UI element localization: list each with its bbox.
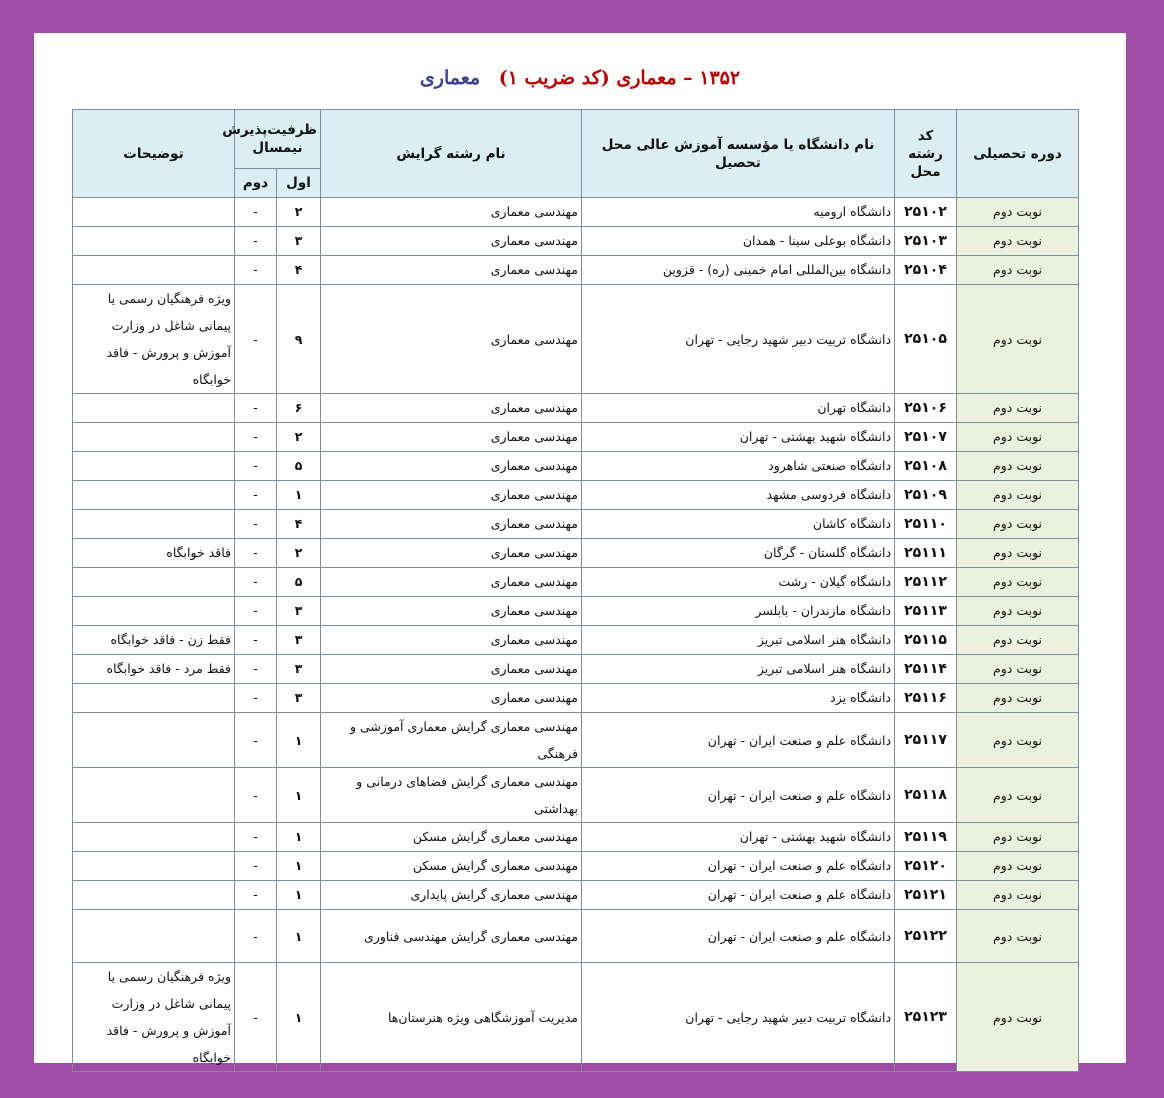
period-cell: نوبت دوم [957, 198, 1079, 227]
table-row [73, 823, 1079, 852]
capacity-second-cell: - [235, 452, 277, 481]
period-cell: نوبت دوم [957, 852, 1079, 881]
institution-cell: دانشگاه تهران [582, 394, 895, 423]
notes-cell [73, 597, 235, 626]
field-cell: مهندسی معماری [321, 227, 582, 256]
period-cell: نوبت دوم [957, 655, 1079, 684]
header-notes: توضیحات [73, 110, 235, 198]
field-cell: مهندسی معماری گرایش فضاهای درمانی و بهداشتی [321, 768, 582, 823]
table-row [73, 256, 1079, 285]
capacity-first-cell: ۴ [277, 510, 321, 539]
table-row [73, 539, 1079, 568]
institution-cell: دانشگاه گیلان - رشت [582, 568, 895, 597]
institution-cell: دانشگاه شهید بهشتی - تهران [582, 423, 895, 452]
notes-cell [73, 852, 235, 881]
code-cell: ۲۵۱۱۸ [895, 768, 957, 823]
field-cell: مهندسی معماری [321, 394, 582, 423]
capacity-first-cell: ۱ [277, 713, 321, 768]
capacity-first-cell: ۳ [277, 597, 321, 626]
field-cell: مهندسی معماری [321, 285, 582, 394]
notes-cell [73, 198, 235, 227]
capacity-first-cell: ۳ [277, 626, 321, 655]
institution-cell: دانشگاه علم و صنعت ایران - تهران [582, 713, 895, 768]
period-cell: نوبت دوم [957, 881, 1079, 910]
field-cell: مهندسی معماری گرایش مهندسی فناوری [321, 910, 582, 963]
capacity-second-cell: - [235, 963, 277, 1072]
notes-cell [73, 227, 235, 256]
period-cell: نوبت دوم [957, 963, 1079, 1072]
capacity-second-cell: - [235, 626, 277, 655]
capacity-second-cell: - [235, 227, 277, 256]
period-cell: نوبت دوم [957, 256, 1079, 285]
capacity-first-cell: ۴ [277, 256, 321, 285]
header-first: اول [277, 169, 321, 198]
institution-cell: دانشگاه علم و صنعت ایران - تهران [582, 881, 895, 910]
table-row [73, 423, 1079, 452]
notes-cell: ویژه فرهنگیان رسمی یا پیمانی شاغل در وزارت آموزش و پرورش - فاقد خوابگاه [73, 963, 235, 1072]
notes-cell [73, 481, 235, 510]
institution-cell: دانشگاه صنعتی شاهرود [582, 452, 895, 481]
period-cell: نوبت دوم [957, 285, 1079, 394]
table-row [73, 713, 1079, 768]
institution-cell: دانشگاه علم و صنعت ایران - تهران [582, 768, 895, 823]
period-cell: نوبت دوم [957, 539, 1079, 568]
table-row [73, 198, 1079, 227]
table-row [73, 481, 1079, 510]
capacity-first-cell: ۱ [277, 910, 321, 963]
header-second: دوم [235, 169, 277, 198]
institution-cell: دانشگاه ارومیه [582, 198, 895, 227]
table-row [73, 881, 1079, 910]
field-cell: مهندسی معماری گرایش مسکن [321, 823, 582, 852]
capacity-second-cell: - [235, 198, 277, 227]
header-period: دوره تحصیلی [957, 110, 1079, 198]
code-cell: ۲۵۱۱۹ [895, 823, 957, 852]
capacity-second-cell: - [235, 539, 277, 568]
field-cell: مهندسی معماری [321, 510, 582, 539]
period-cell: نوبت دوم [957, 423, 1079, 452]
notes-cell [73, 394, 235, 423]
notes-cell [73, 823, 235, 852]
notes-cell [73, 713, 235, 768]
table-row [73, 655, 1079, 684]
field-cell: مهندسی معماری گرایش مسکن [321, 852, 582, 881]
code-cell: ۲۵۱۱۵ [895, 626, 957, 655]
code-cell: ۲۵۱۱۴ [895, 655, 957, 684]
code-cell: ۲۵۱۱۲ [895, 568, 957, 597]
capacity-second-cell: - [235, 881, 277, 910]
capacity-first-cell: ۵ [277, 452, 321, 481]
table-row [73, 852, 1079, 881]
capacity-first-cell: ۹ [277, 285, 321, 394]
capacity-second-cell: - [235, 256, 277, 285]
table-row [73, 597, 1079, 626]
field-cell: مهندسی معماری گرایش پایداری [321, 881, 582, 910]
table-row [73, 285, 1079, 394]
notes-cell [73, 256, 235, 285]
capacity-first-cell: ۱ [277, 963, 321, 1072]
institution-cell: دانشگاه یزد [582, 684, 895, 713]
admissions-table [72, 109, 1079, 1072]
code-cell: ۲۵۱۲۰ [895, 852, 957, 881]
capacity-second-cell: - [235, 823, 277, 852]
institution-cell: دانشگاه بوعلی سینا - همدان [582, 227, 895, 256]
period-cell: نوبت دوم [957, 568, 1079, 597]
code-cell: ۲۵۱۱۰ [895, 510, 957, 539]
institution-cell: دانشگاه فردوسی مشهد [582, 481, 895, 510]
notes-cell: فقط مرد - فاقد خوابگاه [73, 655, 235, 684]
capacity-first-cell: ۱ [277, 881, 321, 910]
code-cell: ۲۵۱۰۲ [895, 198, 957, 227]
field-cell: مهندسی معماری [321, 539, 582, 568]
page-title [34, 67, 1126, 89]
notes-cell [73, 768, 235, 823]
code-cell: ۲۵۱۰۴ [895, 256, 957, 285]
notes-cell [73, 423, 235, 452]
code-cell: ۲۵۱۱۳ [895, 597, 957, 626]
period-cell: نوبت دوم [957, 823, 1079, 852]
header-code: کد رشته محل [895, 110, 957, 198]
institution-cell: دانشگاه هنر اسلامی تبریز [582, 626, 895, 655]
notes-cell: فاقد خوابگاه [73, 539, 235, 568]
title-name: معماری [419, 67, 481, 89]
table-row [73, 510, 1079, 539]
field-cell: مهندسی معماری [321, 256, 582, 285]
capacity-first-cell: ۲ [277, 539, 321, 568]
capacity-first-cell: ۳ [277, 684, 321, 713]
field-cell: مهندسی معماری [321, 597, 582, 626]
period-cell: نوبت دوم [957, 768, 1079, 823]
field-cell: مهندسی معماری [321, 568, 582, 597]
period-cell: نوبت دوم [957, 684, 1079, 713]
capacity-second-cell: - [235, 852, 277, 881]
table-row [73, 568, 1079, 597]
code-cell: ۲۵۱۰۵ [895, 285, 957, 394]
document-page [34, 33, 1126, 1063]
code-cell: ۲۵۱۲۲ [895, 910, 957, 963]
table-row [73, 684, 1079, 713]
capacity-first-cell: ۱ [277, 852, 321, 881]
institution-cell: دانشگاه تربیت دبیر شهید رجایی - تهران [582, 963, 895, 1072]
code-cell: ۲۵۱۰۶ [895, 394, 957, 423]
capacity-first-cell: ۲ [277, 198, 321, 227]
code-cell: ۲۵۱۰۳ [895, 227, 957, 256]
capacity-second-cell: - [235, 394, 277, 423]
code-cell: ۲۵۱۱۱ [895, 539, 957, 568]
field-cell: مهندسی معماری [321, 198, 582, 227]
period-cell: نوبت دوم [957, 452, 1079, 481]
capacity-first-cell: ۵ [277, 568, 321, 597]
capacity-first-cell: ۱ [277, 481, 321, 510]
capacity-second-cell: - [235, 423, 277, 452]
table-body [73, 198, 1079, 1072]
period-cell: نوبت دوم [957, 910, 1079, 963]
code-cell: ۲۵۱۰۹ [895, 481, 957, 510]
notes-cell [73, 910, 235, 963]
header-institution: نام دانشگاه یا مؤسسه آموزش عالی محل تحصیل [582, 110, 895, 198]
notes-cell: فقط زن - فاقد خوابگاه [73, 626, 235, 655]
capacity-second-cell: - [235, 684, 277, 713]
institution-cell: دانشگاه بین‌المللی امام خمینی (ره) - قزوین [582, 256, 895, 285]
capacity-second-cell: - [235, 285, 277, 394]
institution-cell: دانشگاه هنر اسلامی تبریز [582, 655, 895, 684]
table-row [73, 452, 1079, 481]
code-cell: ۲۵۱۱۶ [895, 684, 957, 713]
table-row [73, 394, 1079, 423]
title-code: ۱۳۵۲ – معماری (کد ضریب ۱) [498, 67, 741, 89]
header-field: نام رشته گرایش [321, 110, 582, 198]
field-cell: مهندسی معماری [321, 655, 582, 684]
notes-cell [73, 684, 235, 713]
header-capacity: ظرفیت‌پذیرش نیمسال [235, 110, 321, 169]
period-cell: نوبت دوم [957, 481, 1079, 510]
field-cell: مهندسی معماری [321, 423, 582, 452]
notes-cell [73, 568, 235, 597]
period-cell: نوبت دوم [957, 510, 1079, 539]
capacity-first-cell: ۱ [277, 823, 321, 852]
field-cell: مهندسی معماری [321, 684, 582, 713]
capacity-second-cell: - [235, 481, 277, 510]
field-cell: مهندسی معماری [321, 452, 582, 481]
institution-cell: دانشگاه علم و صنعت ایران - تهران [582, 852, 895, 881]
period-cell: نوبت دوم [957, 713, 1079, 768]
period-cell: نوبت دوم [957, 394, 1079, 423]
field-cell: مهندسی معماری [321, 481, 582, 510]
field-cell: مهندسی معماری گرایش معماری آموزشی و فرهنگی [321, 713, 582, 768]
table-row [73, 626, 1079, 655]
code-cell: ۲۵۱۰۷ [895, 423, 957, 452]
notes-cell [73, 452, 235, 481]
capacity-first-cell: ۱ [277, 768, 321, 823]
capacity-second-cell: - [235, 768, 277, 823]
capacity-first-cell: ۳ [277, 227, 321, 256]
table-row [73, 910, 1079, 963]
capacity-first-cell: ۳ [277, 655, 321, 684]
capacity-second-cell: - [235, 910, 277, 963]
capacity-second-cell: - [235, 713, 277, 768]
institution-cell: دانشگاه تربیت دبیر شهید رجایی - تهران [582, 285, 895, 394]
capacity-first-cell: ۶ [277, 394, 321, 423]
capacity-second-cell: - [235, 510, 277, 539]
period-cell: نوبت دوم [957, 597, 1079, 626]
field-cell: مدیریت آموزشگاهی ویژه هنرستان‌ها [321, 963, 582, 1072]
institution-cell: دانشگاه علم و صنعت ایران - تهران [582, 910, 895, 963]
table-row [73, 963, 1079, 1072]
period-cell: نوبت دوم [957, 626, 1079, 655]
institution-cell: دانشگاه گلستان - گرگان [582, 539, 895, 568]
table-row [73, 768, 1079, 823]
notes-cell [73, 510, 235, 539]
code-cell: ۲۵۱۰۸ [895, 452, 957, 481]
field-cell: مهندسی معماری [321, 626, 582, 655]
capacity-first-cell: ۲ [277, 423, 321, 452]
notes-cell [73, 881, 235, 910]
notes-cell: ویژه فرهنگیان رسمی یا پیمانی شاغل در وزارت آموزش و پرورش - فاقد خوابگاه [73, 285, 235, 394]
period-cell: نوبت دوم [957, 227, 1079, 256]
institution-cell: دانشگاه کاشان [582, 510, 895, 539]
institution-cell: دانشگاه مازندران - بابلسر [582, 597, 895, 626]
capacity-second-cell: - [235, 597, 277, 626]
institution-cell: دانشگاه شهید بهشتی - تهران [582, 823, 895, 852]
capacity-second-cell: - [235, 568, 277, 597]
code-cell: ۲۵۱۱۷ [895, 713, 957, 768]
table-row [73, 227, 1079, 256]
code-cell: ۲۵۱۲۳ [895, 963, 957, 1072]
capacity-second-cell: - [235, 655, 277, 684]
code-cell: ۲۵۱۲۱ [895, 881, 957, 910]
